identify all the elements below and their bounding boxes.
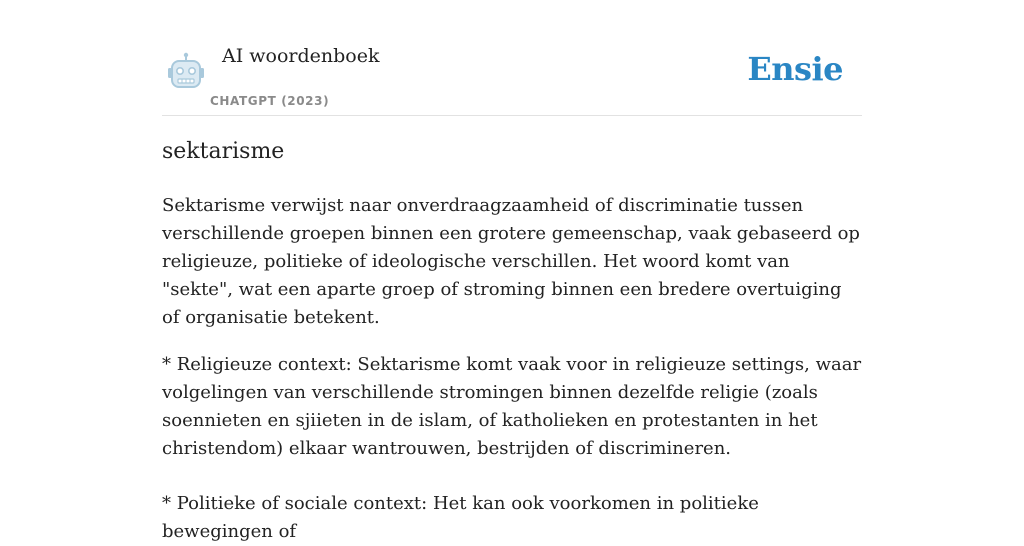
robot-icon <box>166 52 206 90</box>
site-header <box>162 0 862 116</box>
definition-paragraph-1: Sektarisme verwijst naar onverdraagzaamheid of discriminatie tussen verschillende groepen binnen een grotere gemeenschap, vaak gebaseerd op religieuze, politieke of ideologische verschillen. Het woord komt van "sekte", wat een aparte groep of stroming binnen een bredere overtuiging of organisatie betekent. <box>162 195 860 328</box>
entry-term: sektarisme <box>162 139 285 164</box>
brand-logo[interactable]: Ensie <box>747 50 843 88</box>
page <box>162 0 862 542</box>
dictionary-title[interactable]: AI woordenboek <box>222 45 380 67</box>
dictionary-source: CHATGPT (2023) <box>210 94 330 108</box>
definition-paragraph-2: * Religieuze context: Sektarisme komt vaak voor in religieuze settings, waar volgelingen van verschillende stromingen binnen dezelfde religie (zoals soennieten en sjiieten in de islam, of katholieken en protestanten in het christendom) elkaar wantrouwen, bestrijden of discrimineren. <box>162 354 862 459</box>
definition-paragraph-3: * Politieke of sociale context: Het kan ook voorkomen in politieke bewegingen of <box>162 493 759 542</box>
